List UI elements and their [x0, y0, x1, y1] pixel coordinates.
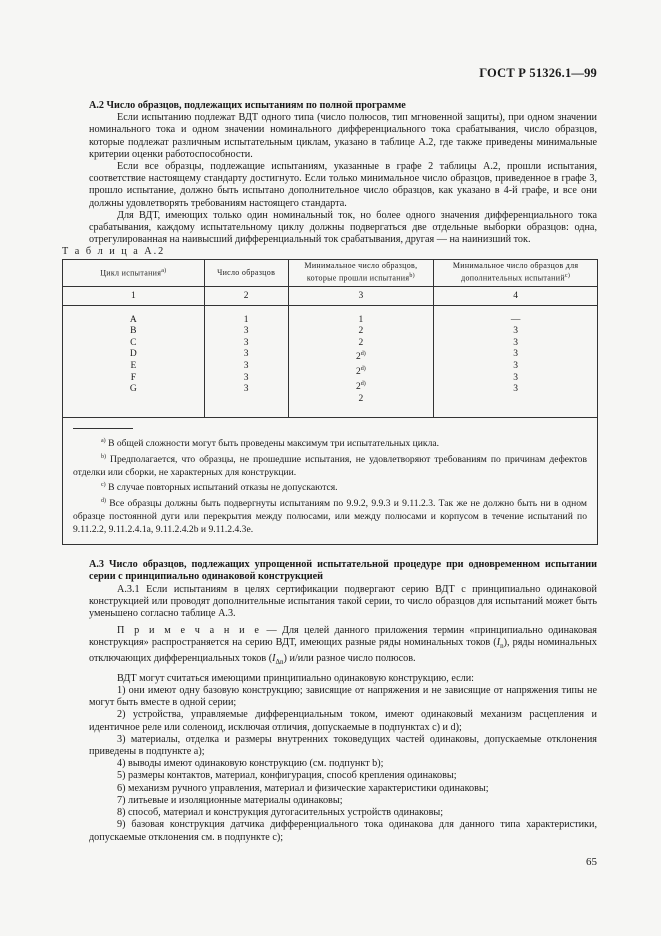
section-a2-paragraph-1: Если испытанию подлежат ВДТ одного типа (число полюсов, тип мгновенной защиты), при одном значении номинального тока и одном значении номинального дифференциального тока срабатывания, число образцов, которые подлежат различным испытательным циклам, указано в таблице А.2, где также приведены минимальные критерии оценки работоспособности.	[89, 112, 597, 160]
table-header-cell: Число образцов	[204, 259, 288, 286]
footnote-c: $^{с)}$ В случае повторных испытаний отказы не допускаются.	[101, 482, 338, 494]
min-passed-column: 1 2 2 2$^{d)}$ 2$^{d)}$ 2$^{d)}$ 2	[288, 305, 434, 418]
table-column-number: 4	[434, 286, 598, 305]
table-column-number: 1	[63, 286, 205, 305]
table-a2	[62, 259, 598, 546]
test-cycle-column: A B C D E F G	[63, 305, 205, 418]
table-header-row	[63, 259, 598, 286]
section-a3-title: А.3 Число образцов, подлежащих упрощенной испытательной процедуре при одновременном испытании серии с принципиально одинаковой конструкцией	[89, 559, 597, 583]
table-column-numbers-row	[63, 286, 598, 305]
section-a2-paragraph-2: Если все образцы, подлежащие испытаниям, указанные в графе 2 таблицы А.2, прошли испытания, соответствие настоящему стандарту достигнуто. Если только минимальное число образцов, приведенное в графе 3, прошло испытание, должно быть испытано дополнительное число образцов, как указано в 4-й графе, и все они должны удовлетворять требованиям настоящего стандарта.	[89, 161, 597, 209]
table-header-cell: Минимальное число образцов, которые прошли испытания$^{b)}$	[288, 259, 434, 286]
min-additional-column: — 3 3 3 3 3 3	[434, 305, 598, 418]
section-a3-note: П р и м е ч а н и е — Для целей данного приложения термин «принципиально одинаковая конструкция» распространяется на серию ВДТ, имеющих разные ряды номинальных токов $(I_n)$, ряды номинальных отключающих дифференциальных токов $(I_{\Delta n})$ и/или разное число полюсов.	[89, 625, 597, 666]
sample-count-column: 1 3 3 3 3 3 3	[204, 305, 288, 418]
list-item: 7) литьевые и изоляционные материалы одинаковы;	[117, 794, 343, 806]
standard-header: ГОСТ Р 51326.1—99	[479, 66, 597, 80]
page-number: 65	[586, 856, 597, 868]
section-a2-title: А.2 Число образцов, подлежащих испытаниям по полной программе	[89, 100, 406, 111]
list-item: 3) материалы, отделка и размеры внутренних токоведущих частей одинаковы, допускаемые отклонения приведены в подпункте а);	[89, 733, 597, 758]
table-header-cell: Минимальное число образцов для дополнительных испытаний$^{с)}$	[434, 259, 598, 286]
table-caption: Т а б л и ц а А.2	[62, 246, 166, 258]
table-column-number: 3	[288, 286, 434, 305]
table-data-row	[63, 305, 598, 418]
list-item: 8) способ, материал и конструкция дугогасительных устройств одинаковы;	[117, 807, 444, 819]
list-item: 4) выводы имеют одинаковую конструкцию (см. подпункт b);	[117, 758, 384, 770]
list-item: 9) базовая конструкция датчика дифференциального тока одинакова для данного типа характеристики, допускаемые отклонения см. в подпункте с);	[89, 819, 597, 843]
list-item: 2) устройства, управляемые дифференциальным током, имеют одинаковый механизм расцепления и идентичное реле или соленоид, исключая отличия, допускаемые в подпунктах с) и d);	[89, 709, 597, 733]
footnote-b: $^{b)}$ Предполагается, что образцы, не прошедшие испытания, не удовлетворяют требованиям по причинам дефектов отделки или сборки, не характерных для конструкции.	[73, 454, 587, 478]
list-item: 6) механизм ручного управления, материал и физические характеристики одинаковы;	[117, 782, 489, 794]
footnote-a: $^{а)}$ В общей сложности могут быть проведены максимум три испытательных цикла.	[101, 438, 440, 450]
list-item: 1) они имеют одну базовую конструкцию; зависящие от напряжения и не зависящие от напряжения типы не могут быть вместе в одной серии;	[89, 685, 597, 709]
table-footnotes	[62, 418, 598, 545]
table-header-cell: Цикл испытания$^{а)}$	[63, 259, 205, 286]
list-item: 5) размеры контактов, материал, конфигурация, способ крепления одинаковы;	[117, 770, 457, 782]
footnote-divider	[73, 428, 133, 429]
footnote-d: $^{d)}$ Все образцы должны быть подвергнуты испытаниям по 9.9.2, 9.9.3 и 9.11.2.3. Так же не должно быть ни в одном образце постоянной дуги или перекрытия между полюсами, или между полюсами и корпусом в течение испытаний по 9.11.2.2, 9.11.2.4.1а, 9.11.2.4.2b и 9.11.2.4.3e.	[73, 498, 587, 535]
section-a3-paragraph-2: ВДТ могут считаться имеющими принципиально одинаковую конструкцию, если:	[117, 672, 474, 684]
table-column-number: 2	[204, 286, 288, 305]
section-a3-paragraph-1: А.3.1 Если испытаниям в целях сертификации подвергают серию ВДТ с принципиально одинаковой конструкцией или проводят дополнительные испытания такой серии, то число образцов для испытаний может быть уменьшено согласно таблице А.3.	[89, 583, 597, 619]
page-content	[62, 100, 597, 844]
section-a2-paragraph-3: Для ВДТ, имеющих только один номинальный ток, но более одного значения дифференциального тока срабатывания, каждому испытательному циклу должны подвергаться две отдельные выборки образцов: одна, отрегулированная на наивысший дифференциальный ток срабатывания, другая — на наинизший ток.	[89, 209, 597, 246]
